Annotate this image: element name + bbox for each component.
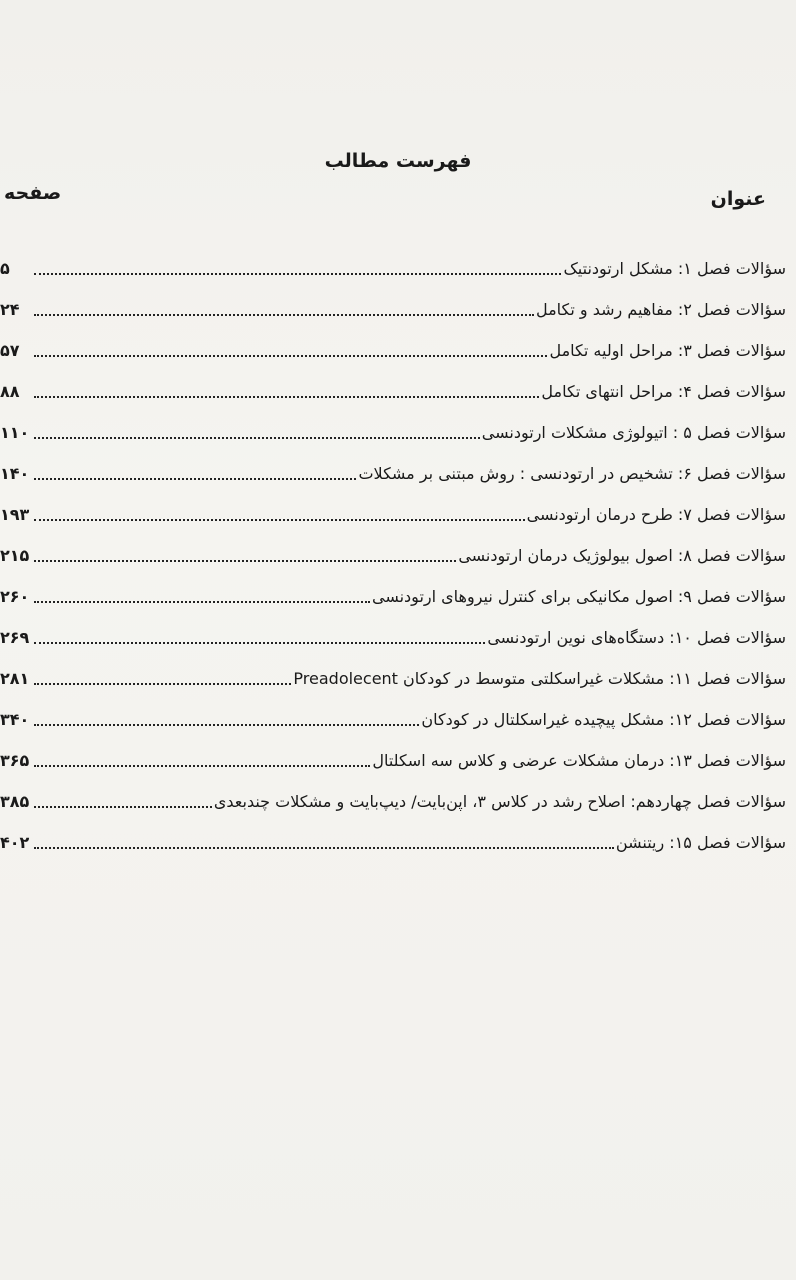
toc-page-number: ۱۱۰ xyxy=(0,423,30,442)
toc-page-number: ۲۶۰ xyxy=(0,587,30,606)
toc-page-number: ۲۴ xyxy=(0,300,20,319)
toc-entry-label: سؤالات فصل ۱۲: مشکل پیچیده غیراسکلتال در کودکان xyxy=(421,710,786,729)
toc-page-number: ۲۸۱ xyxy=(0,669,30,688)
toc-entry-label: سؤالات فصل ۵ : اتیولوژی مشکلات ارتودنسی xyxy=(481,423,786,442)
toc-row xyxy=(0,291,796,321)
toc-page-number: ۵۷ xyxy=(0,341,20,360)
dot-leader xyxy=(34,314,534,316)
toc-page-number: ۱۴۰ xyxy=(0,464,30,483)
toc-row xyxy=(0,742,796,772)
dot-leader xyxy=(34,560,456,562)
dot-leader xyxy=(34,519,525,521)
toc-entry-label: سؤالات فصل ۱۵: ریتنشن xyxy=(615,833,786,852)
toc-entry-label: سؤالات فصل چهاردهم: اصلاح رشد در کلاس ۳، اپن‌بایت/ دیپ‌بایت و مشکلات چندبعدی xyxy=(213,792,786,811)
toc-page-number: ۳۴۰ xyxy=(0,710,30,729)
page-title: فهرست مطالب xyxy=(324,150,472,172)
toc-entry-label: سؤالات فصل ۷: طرح درمان ارتودنسی xyxy=(526,505,786,524)
toc-entry-label: سؤالات فصل ۱۰: دستگاه‌های نوین ارتودنسی xyxy=(487,628,786,647)
toc-row xyxy=(0,496,796,526)
toc-page-number: ۱۹۳ xyxy=(0,505,30,524)
toc-row xyxy=(0,537,796,567)
toc-entry-label: سؤالات فصل ۱۳: درمان مشکلات عرضی و کلاس سه اسکلتال xyxy=(372,751,786,770)
dot-leader xyxy=(34,437,480,439)
dot-leader xyxy=(34,478,356,480)
toc-row xyxy=(0,578,796,608)
toc-entry-label: سؤالات فصل ۸: اصول بیولوژیک درمان ارتودنسی xyxy=(458,546,786,565)
toc-page-number: ۸۸ xyxy=(0,382,20,401)
toc-row xyxy=(0,332,796,362)
toc-entry-label: سؤالات فصل ۴: مراحل انتهای تکامل xyxy=(541,382,786,401)
toc-row xyxy=(0,824,796,854)
dot-leader xyxy=(34,683,291,685)
toc-page-number: ۲۱۵ xyxy=(0,546,30,565)
toc-row xyxy=(0,660,796,690)
toc-page-number: ۳۸۵ xyxy=(0,792,30,811)
topic-column-header: عنوان xyxy=(710,188,766,210)
toc-row xyxy=(0,619,796,649)
dot-leader xyxy=(34,601,370,603)
dot-leader xyxy=(34,765,370,767)
dot-leader xyxy=(34,847,614,849)
toc-row xyxy=(0,455,796,485)
toc-entry-label: سؤالات فصل ۱۱: مشکلات غیراسکلتی متوسط در کودکان Preadolecent xyxy=(293,669,786,688)
toc-page-number: ۳۶۵ xyxy=(0,751,30,770)
page-column-header: صفحه xyxy=(4,182,62,204)
toc-entry-label: سؤالات فصل ۱: مشکل ارتودنتیک xyxy=(563,259,786,278)
toc-row xyxy=(0,373,796,403)
dot-leader xyxy=(34,724,419,726)
toc-row xyxy=(0,250,796,280)
toc-entry-label: سؤالات فصل ۶: تشخیص در ارتودنسی : روش مبتنی بر مشکلات xyxy=(358,464,786,483)
toc-page-number: ۵ xyxy=(0,259,10,278)
toc-row xyxy=(0,701,796,731)
toc-entry-label: سؤالات فصل ۹: اصول مکانیکی برای کنترل نیروهای ارتودنسی xyxy=(371,587,786,606)
toc-row xyxy=(0,414,796,444)
toc-page-number: ۴۰۲ xyxy=(0,833,30,852)
toc-row xyxy=(0,783,796,813)
dot-leader xyxy=(34,355,547,357)
toc-entry-label: سؤالات فصل ۲: مفاهیم رشد و تکامل xyxy=(535,300,786,319)
dot-leader xyxy=(34,273,561,275)
dot-leader xyxy=(34,396,539,398)
toc-entry-label: سؤالات فصل ۳: مراحل اولیه تکامل xyxy=(549,341,786,360)
dot-leader xyxy=(34,806,212,808)
toc-page-number: ۲۶۹ xyxy=(0,628,30,647)
dot-leader xyxy=(34,642,485,644)
